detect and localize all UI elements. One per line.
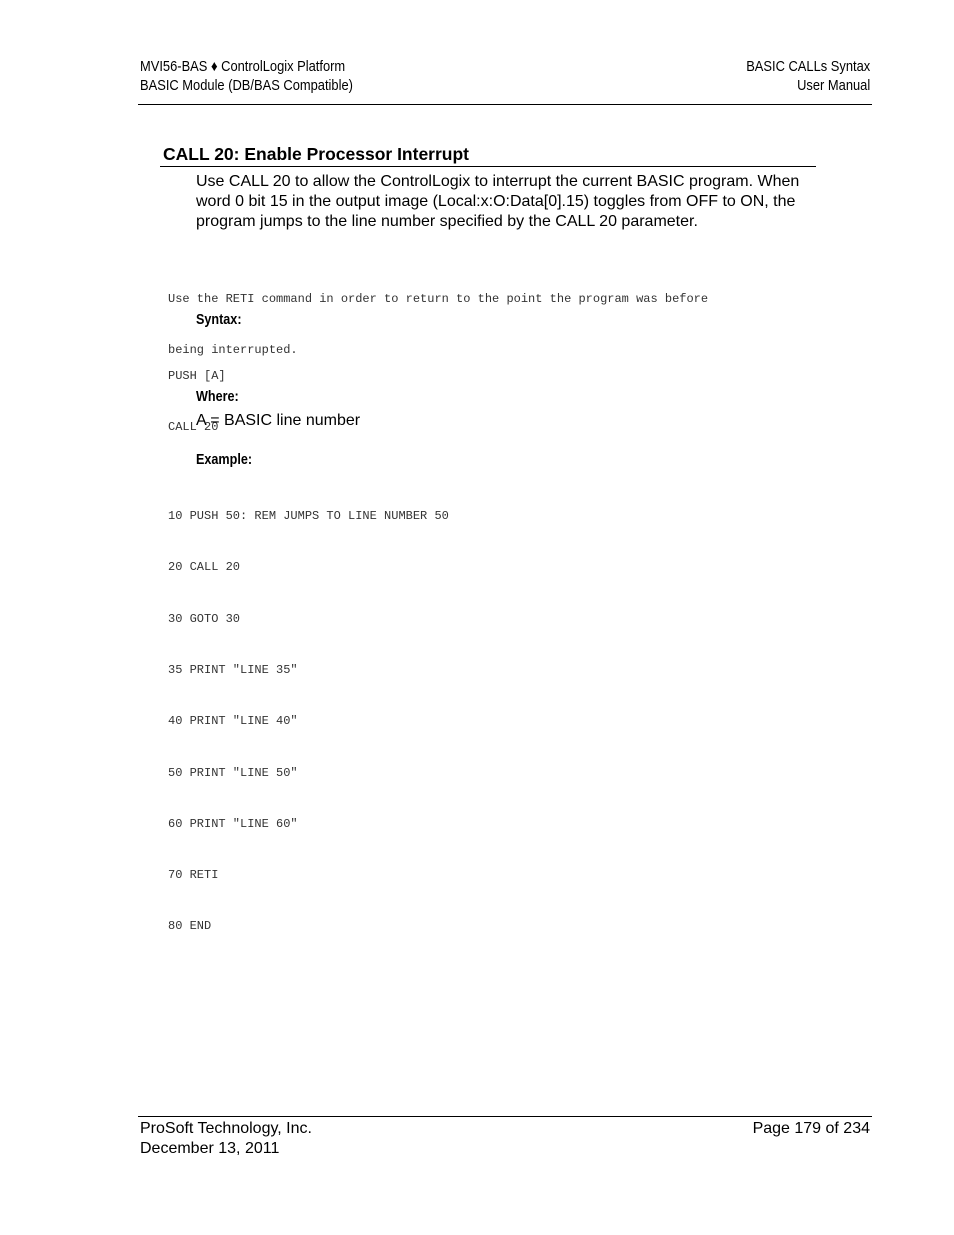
footer-divider <box>138 1116 872 1117</box>
syntax-heading: Syntax: <box>196 311 242 328</box>
header-document-type: User Manual <box>796 77 870 94</box>
code-line: 40 PRINT "LINE 40" <box>168 714 298 729</box>
header-chapter-title: BASIC CALLs Syntax <box>745 58 870 75</box>
section-title: CALL 20: Enable Processor Interrupt <box>163 144 470 164</box>
header-product-subtitle: BASIC Module (DB/BAS Compatible) <box>140 77 353 94</box>
page-footer-left <box>140 1119 312 1158</box>
page-number: Page 179 of 234 <box>752 1120 870 1137</box>
where-heading: Where: <box>196 388 239 405</box>
section-description: Use CALL 20 to allow the ControlLogix to interrupt the current BASIC program. When word 0 bit 15 in the output image (Local:x:O:Data[0].15) toggles from OFF to ON, the program jumps to the line number specified by the CALL 20 parameter. <box>196 173 800 231</box>
where-definition: A = BASIC line number <box>196 412 361 429</box>
code-line: CALL 20 <box>168 420 219 435</box>
code-line: 20 CALL 20 <box>168 560 241 575</box>
note-line: Use the RETI command in order to return to the point the program was before <box>168 292 709 307</box>
code-line: 60 PRINT "LINE 60" <box>168 816 298 831</box>
example-code-block <box>168 474 449 953</box>
footer-date: December 13, 2011 <box>140 1139 280 1157</box>
code-line: 50 PRINT "LINE 50" <box>168 765 298 780</box>
note-block <box>168 257 708 377</box>
page-header-left <box>140 57 353 95</box>
code-line: 70 RETI <box>168 868 219 883</box>
code-line: 80 END <box>168 919 212 934</box>
code-line: PUSH [A] <box>168 369 226 384</box>
page-footer-right <box>753 1119 870 1139</box>
section-title-divider <box>160 166 816 167</box>
code-line: 10 PUSH 50: REM JUMPS TO LINE NUMBER 50 <box>168 509 449 524</box>
page-header-right <box>746 57 870 95</box>
example-heading: Example: <box>196 451 253 468</box>
footer-company: ProSoft Technology, Inc. <box>140 1120 312 1137</box>
note-line: being interrupted. <box>168 343 298 358</box>
code-line: 35 PRINT "LINE 35" <box>168 663 298 678</box>
code-line: 30 GOTO 30 <box>168 611 241 626</box>
header-divider <box>138 104 872 105</box>
header-product-title: MVI56-BAS ♦ ControlLogix Platform <box>140 58 346 75</box>
